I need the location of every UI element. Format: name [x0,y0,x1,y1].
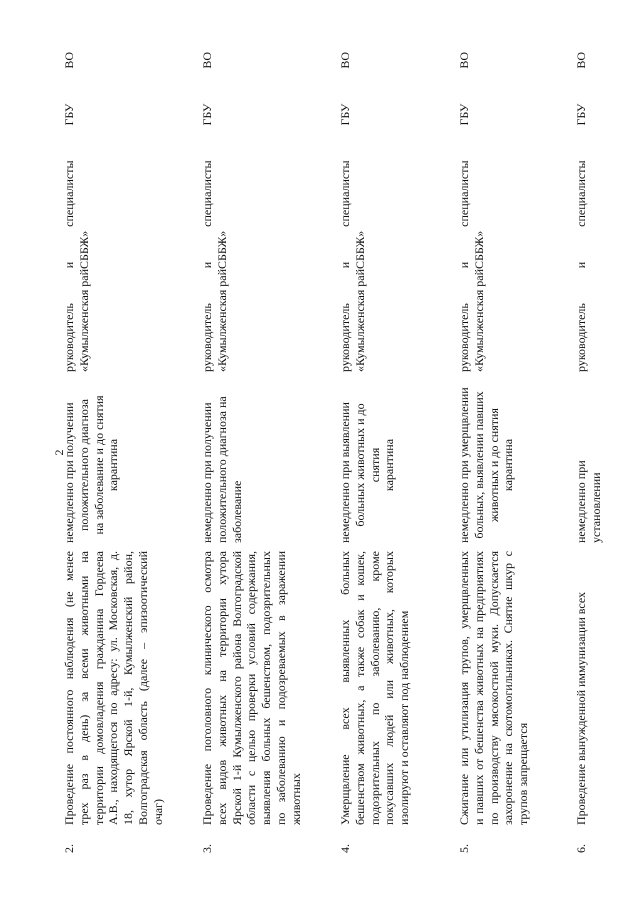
action-text [457,551,531,825]
term-text [457,387,516,543]
action-line: выявления больных бешенством, подозрительных [259,551,274,825]
term-text [62,387,121,543]
action-line: области с целью проверки условий содержания, [244,551,259,825]
row-number: 2. [62,844,76,853]
action-line: очаг) [150,799,165,825]
responsible-text [574,52,589,372]
action-line: животных [288,773,303,825]
responsible-text [200,52,230,372]
term-line: положительного диагноза [76,399,91,532]
term-line: больных, выявлении павших [471,391,486,539]
action-line: территории домовладения гражданина Гордеева [91,551,106,825]
action-line: А.В., находящегося по адресу: ул. Московская, д. [106,551,121,825]
responsible-text [338,52,368,372]
term-text [574,387,604,543]
term-line: немедленно при выявлении [338,402,352,543]
action-line: трех раз в день) за всеми животными на [76,551,91,825]
responsible-line: руководитель и специалисты ГБУ ВО [574,52,588,372]
action-line: изолируют и оставляют под наблюдением [397,610,412,825]
responsible-line: руководитель и специалисты ГБУ ВО [62,52,76,372]
action-text [200,551,304,825]
action-line: бешенством животных, а также собак и кошек, [352,551,367,825]
action-line: покусавших людей или животных, которых [382,551,397,825]
responsible-line: «Кумылженская райСББЖ» [76,230,91,372]
action-line: Сжигание или утилизация трупов, умерщвленных [457,551,471,825]
term-line: карантина [501,438,516,492]
responsible-text [62,52,92,372]
action-text [338,551,412,825]
action-text [574,551,589,825]
responsible-line: «Кумылженская райСББЖ» [471,230,486,372]
page-number: 2 [52,449,66,456]
term-line: положительного диагноза на [214,396,229,543]
action-line: трупов запрещается [516,722,531,825]
action-line: подозрительных по заболеванию, кроме [367,551,382,825]
action-line: Волгоградская область (далее – эпизоотический [135,551,150,825]
term-text [338,387,397,543]
responsible-text [457,52,487,372]
action-line: 18, хутор Ярской 1-й, Кумылженский район, [121,551,136,825]
action-line: Ярской 1-й Кумылженского района Волгоградской [229,551,244,825]
action-line: захоронение на скотомогильниках. Снятие шкур с [501,551,516,825]
responsible-line: «Кумылженская райСББЖ» [352,230,367,372]
row-number: 5. [457,844,471,853]
action-line: Проведение вынужденной иммунизации всех [574,591,588,825]
term-line: карантина [106,438,121,492]
responsible-line: руководитель и специалисты ГБУ ВО [200,52,214,372]
action-line: по производству мясокостной муки. Допускается [486,551,501,825]
action-line: Умерщвление всех выявленных больных [338,551,352,825]
term-line: заболевание [229,480,244,543]
term-text [200,387,244,543]
term-line: больных животных и до снятия [352,403,382,527]
term-line: карантина [382,438,397,492]
row-number: 6. [574,844,588,853]
row-number: 3. [200,844,214,853]
responsible-line: руководитель и специалисты ГБУ ВО [338,52,352,372]
term-line: животных и до снятия [486,408,501,522]
row-number: 4. [338,844,352,853]
action-line: всех видов животных на территории хутора [214,551,229,825]
term-line: немедленно при умерщвлении [457,387,471,543]
responsible-line: руководитель и специалисты ГБУ ВО [457,52,471,372]
responsible-line: «Кумылженская райСББЖ» [214,230,229,372]
term-line: немедленно при установлении [574,460,603,543]
action-line: и павших от бешенства животных на предприятиях [471,551,486,825]
action-line: по заболеванию и подозреваемых в заражении [273,551,288,825]
action-line: Проведение постоянного наблюдения (не менее [62,551,76,825]
term-line: на заболевание и до снятия [91,395,106,535]
action-line: Проведение поголовного клинического осмотра [200,551,214,825]
term-line: немедленно при получении [62,402,76,543]
action-text [62,551,166,825]
term-line: немедленно при получении [200,402,214,543]
